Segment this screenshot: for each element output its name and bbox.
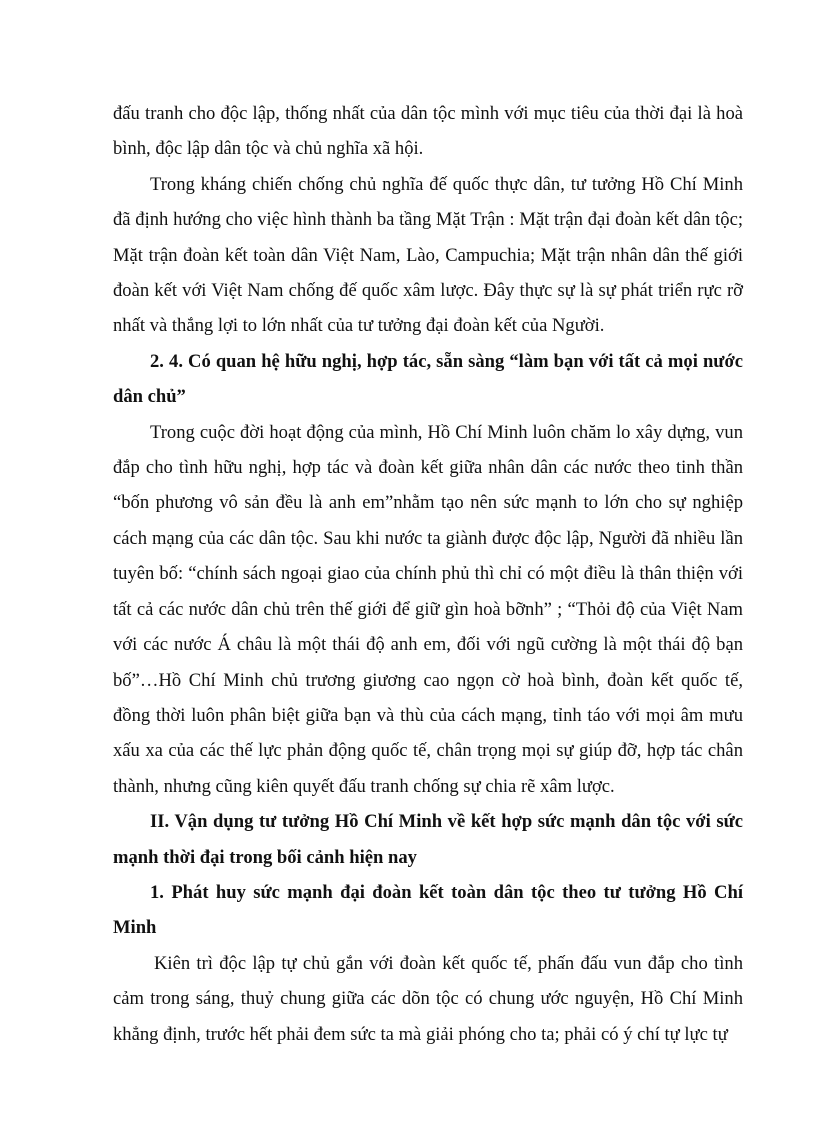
paragraph-friendship: Trong cuộc đời hoạt động của mình, Hồ Chí Minh luôn chăm lo xây dựng, vun đắp cho tình hữu nghị, hợp tác và đoàn kết giữa nhân dân các nước theo tinh thần “bốn phương vô sản đều là anh em”nhằm tạo nên sức mạnh to lớn cho sự nghiệp cách mạng của các dân tộc. Sau khi nước ta giành được độc lập, Người đã nhiều lần tuyên bố: “chính sách ngoại giao của chính phủ thì chỉ có một điều là thân thiện với tất cả các nước dân chủ trên thế giới để giữ gìn hoà bỡnh” ; “Thỏi độ của Việt Nam với các nước Á châu là một thái độ anh em, đối với ngũ cường là một thái độ bạn bố”…Hồ Chí Minh chủ trương giương cao ngọn cờ hoà bình, đoàn kết quốc tế, đồng thời luôn phân biệt giữa bạn và thù của cách mạng, tỉnh táo với mọi âm mưu xấu xa của các thế lực phản động quốc tế, chân trọng mọi sự giúp đỡ, hợp tác chân thành, nhưng cũng kiên quyết đấu tranh chống sự chia rẽ xâm lược. <box>113 421 743 797</box>
section-heading-1: 1. Phát huy sức mạnh đại đoàn kết toàn dân tộc theo tư tưởng Hồ Chí Minh <box>113 881 743 939</box>
paragraph-independence: Kiên trì độc lập tự chủ gắn với đoàn kết quốc tế, phấn đấu vun đắp cho tình cảm trong sáng, thuỷ chung giữa các dõn tộc có chung ước nguyện, Hồ Chí Minh khẳng định, trước hết phải đem sức ta mà giải phóng cho ta; phải có ý chí tự lực tự <box>113 952 743 1045</box>
document-body <box>113 96 743 1052</box>
section-heading-2-4: 2. 4. Có quan hệ hữu nghị, hợp tác, sẵn sàng “làm bạn với tất cả mọi nước dân chủ” <box>113 350 743 408</box>
section-heading-ii: II. Vận dụng tư tưởng Hồ Chí Minh về kết hợp sức mạnh dân tộc với sức mạnh thời đại trong bối cảnh hiện nay <box>113 811 743 868</box>
paragraph-three-fronts: Trong kháng chiến chống chủ nghĩa đế quốc thực dân, tư tưởng Hồ Chí Minh đã định hướng cho việc hình thành ba tầng Mặt Trận : Mặt trận đại đoàn kết dân tộc; Mặt trận đoàn kết toàn dân Việt Nam, Lào, Campuchia; Mặt trận nhân dân thế giới đoàn kết với Việt Nam chống đế quốc xâm lược. Đây thực sự là sự phát triển rực rỡ nhất và thắng lợi to lớn nhất của tư tưởng đại đoàn kết của Người. <box>113 173 743 337</box>
paragraph-continuation: đấu tranh cho độc lập, thống nhất của dân tộc mình với mục tiêu của thời đại là hoà bình, độc lập dân tộc và chủ nghĩa xã hội. <box>113 103 743 160</box>
